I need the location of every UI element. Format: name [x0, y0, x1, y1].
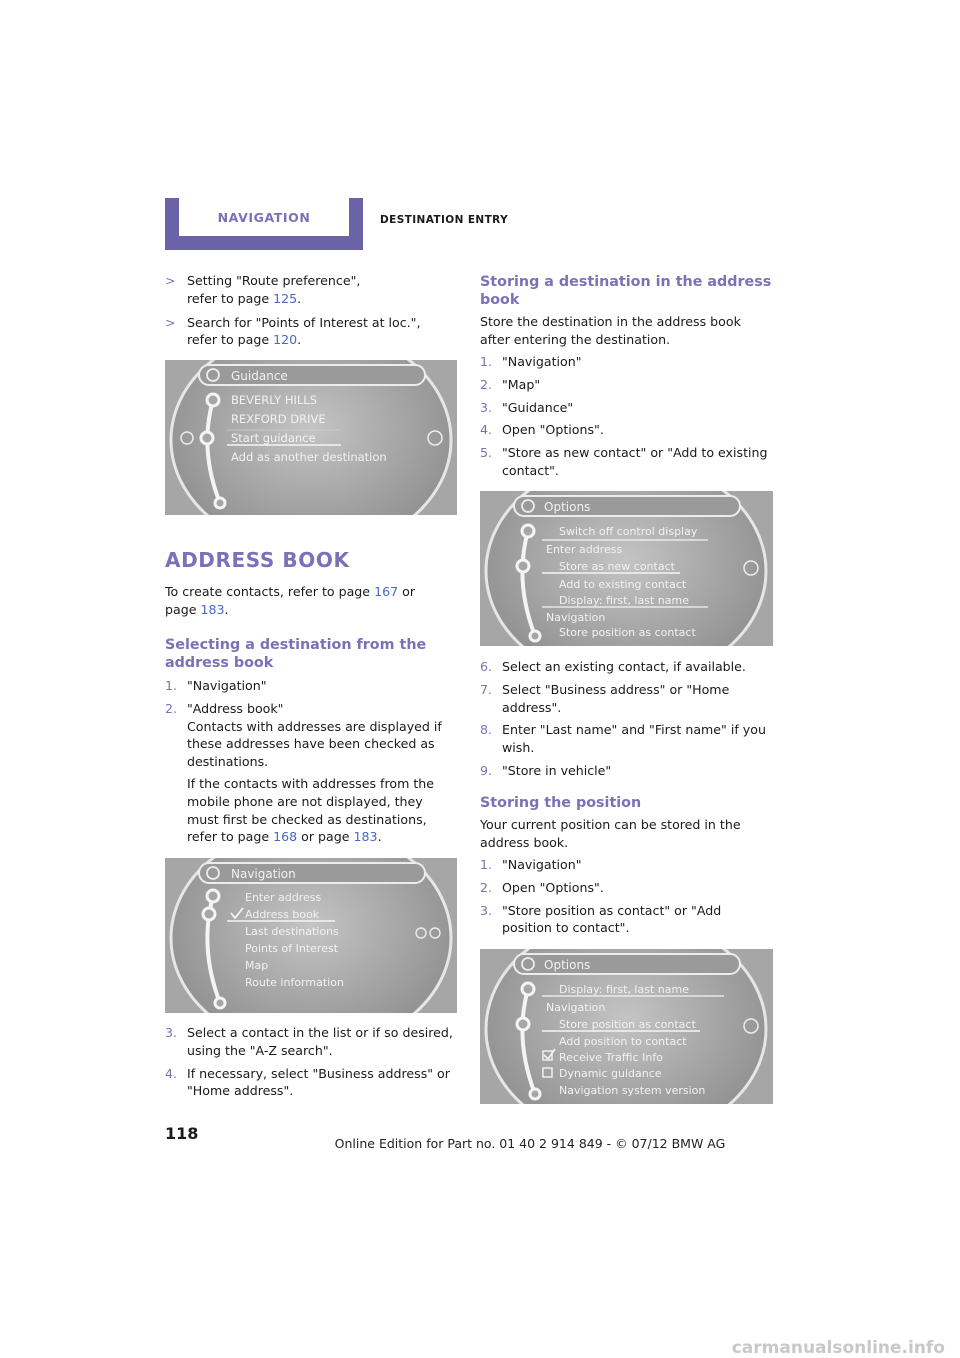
screen-guidance: [165, 360, 457, 515]
menu-item: Navigation system version: [559, 1084, 706, 1097]
menu-item-selected: Start guidance: [231, 431, 316, 445]
intro-bullets: [165, 272, 457, 354]
bullet-marker: >: [165, 314, 176, 330]
menu-item: Switch off control display: [559, 525, 698, 538]
step-detail: Contacts with addresses are displayed if these addresses have been checked as destinations.: [187, 718, 442, 770]
step-number: 4.: [165, 1065, 178, 1081]
step-item: [480, 444, 774, 480]
screen-options-contact: [480, 491, 773, 646]
screen-title: Navigation: [231, 867, 296, 881]
step-text: "Store as new contact" or "Add to existing contact".: [502, 445, 768, 478]
step-item: [480, 353, 774, 371]
bullet-text-2: refer to page: [187, 332, 274, 348]
step-item: [480, 879, 774, 897]
step-item: [480, 762, 774, 780]
menu-group: Enter address: [546, 543, 623, 556]
selecting-steps-after: [165, 1024, 457, 1105]
menu-item-checkbox: Dynamic guidance: [559, 1067, 662, 1080]
heading-storing-position: Storing the position: [480, 795, 642, 811]
step-number: 7.: [480, 681, 493, 697]
menu-item: Add position to contact: [559, 1035, 687, 1048]
step-number: 6.: [480, 659, 493, 674]
step-item: [480, 681, 774, 717]
step-number: 5.: [480, 445, 493, 461]
step-item: [165, 1024, 457, 1060]
heading-selecting-destination: Selecting a destination from the address book: [165, 637, 427, 671]
storing-position-steps: [480, 856, 774, 942]
step-item: [480, 376, 774, 394]
storing-destination-steps: [480, 353, 774, 485]
step-item: [165, 700, 457, 846]
footer-text: Online Edition for Part no. 01 40 2 914 849 - © 07/12 BMW AG: [334, 1136, 726, 1151]
section-tab: NAVIGATION: [179, 198, 349, 236]
step-text: "Navigation": [502, 354, 582, 369]
menu-item: Display: first, last name: [559, 983, 689, 996]
storing-destination-intro: Store the destination in the address book after entering the destination.: [480, 314, 741, 347]
bullet-item: [165, 314, 457, 350]
page-link[interactable]: 183: [200, 601, 225, 617]
menu-item: REXFORD DRIVE: [231, 412, 326, 426]
step-text: Open "Options".: [502, 422, 604, 438]
menu-item: Map: [245, 959, 269, 972]
step-number: 3.: [480, 902, 493, 918]
step-number: 4.: [480, 422, 493, 438]
step-text: "Navigation": [502, 857, 582, 872]
step-text: "Guidance": [502, 399, 574, 415]
page-link[interactable]: 125: [273, 290, 298, 306]
bullet-text-2: refer to page: [187, 290, 274, 306]
selecting-steps: [165, 677, 457, 851]
menu-item-selected: Store position as contact: [559, 1018, 696, 1031]
bullet-item: [165, 272, 457, 308]
step-text: Open "Options".: [502, 879, 604, 895]
menu-group: Navigation: [546, 1001, 606, 1014]
menu-item: Display: first, last name: [559, 594, 689, 607]
page-link[interactable]: 120: [273, 332, 298, 348]
step-text: "Map": [502, 376, 541, 392]
step-number: 8.: [480, 722, 493, 738]
bullet-text: Search for "Points of Interest at loc.",: [187, 314, 421, 330]
step-text: "Store in vehicle": [502, 762, 612, 778]
step-item: [480, 721, 774, 757]
screen-title: Options: [544, 958, 591, 972]
page-number: 118: [165, 1124, 199, 1143]
menu-item: BEVERLY HILLS: [231, 393, 317, 407]
screen-options-position: [480, 949, 773, 1104]
step-number: 2.: [480, 879, 493, 895]
menu-group: Navigation: [546, 611, 606, 624]
text: or: [398, 584, 415, 599]
step-text: Select "Business address" or "Home address".: [502, 681, 730, 715]
step-number: 1.: [165, 678, 178, 693]
menu-item-checkbox: Receive Traffic Info: [559, 1051, 663, 1064]
step-text: Select a contact in the list or if so desired, using the "A-Z search".: [187, 1025, 453, 1058]
step-number: 1.: [480, 857, 493, 872]
step-number: 3.: [480, 399, 493, 415]
page-link[interactable]: 167: [374, 584, 399, 599]
step-item: [480, 399, 774, 417]
step-number: 2.: [165, 700, 178, 716]
text: or page: [297, 829, 354, 845]
screen-title: Guidance: [231, 369, 288, 383]
step-number: 2.: [480, 376, 493, 392]
step-item: [165, 677, 457, 695]
heading-storing-destination: Storing a destination in the address book: [480, 274, 772, 308]
menu-item-selected: Address book: [245, 908, 320, 921]
step-item: [480, 421, 774, 439]
subsection-title: DESTINATION ENTRY: [380, 214, 509, 226]
step-text: "Address book": [187, 700, 284, 716]
screen-navigation: [165, 858, 457, 1013]
address-book-intro: [165, 583, 457, 619]
menu-item: Add to existing contact: [559, 578, 687, 591]
step-detail: If the contacts with addresses from the mobile phone are not displayed, they must first be checked as destinations, refer to page: [187, 775, 435, 845]
step-text: Enter "Last name" and "First name" if you wish.: [502, 722, 766, 756]
step-text: "Store position as contact" or "Add position to contact".: [502, 902, 722, 936]
menu-item: Add as another destination: [231, 450, 387, 464]
storing-position-intro: Your current position can be stored in the address book.: [480, 817, 741, 850]
bullet-text: Setting "Route preference",: [187, 273, 361, 288]
step-item: [165, 1065, 457, 1101]
menu-item: Last destinations: [245, 925, 339, 938]
text: .: [224, 601, 229, 617]
step-text: Select an existing contact, if available.: [502, 659, 746, 674]
menu-item: Points of Interest: [245, 942, 339, 955]
step-text: If necessary, select "Business address" or "Home address".: [187, 1065, 450, 1099]
step-item: [480, 658, 774, 676]
storing-destination-steps-after: [480, 658, 774, 785]
step-number: 1.: [480, 354, 493, 369]
watermark-text: carmanualsonline.info: [731, 1338, 945, 1358]
step-item: [480, 902, 774, 938]
bullet-marker: >: [165, 273, 176, 288]
menu-item: Route information: [245, 976, 344, 989]
menu-item: Enter address: [245, 891, 322, 904]
step-text: "Navigation": [187, 678, 267, 693]
menu-item: Store position as contact: [559, 626, 696, 639]
footer: [0, 1136, 960, 1151]
page-link[interactable]: 183: [353, 829, 378, 845]
step-number: 9.: [480, 762, 493, 778]
step-number: 3.: [165, 1025, 178, 1040]
text: page: [165, 601, 201, 617]
text: .: [377, 829, 382, 845]
screen-title: Options: [544, 500, 591, 514]
punct: .: [297, 290, 302, 306]
step-item: [480, 856, 774, 874]
menu-item-selected: Store as new contact: [559, 560, 675, 573]
heading-address-book: ADDRESS BOOK: [165, 548, 350, 572]
page-link[interactable]: 168: [273, 829, 298, 845]
punct: .: [297, 332, 302, 348]
text: To create contacts, refer to page: [165, 584, 375, 599]
